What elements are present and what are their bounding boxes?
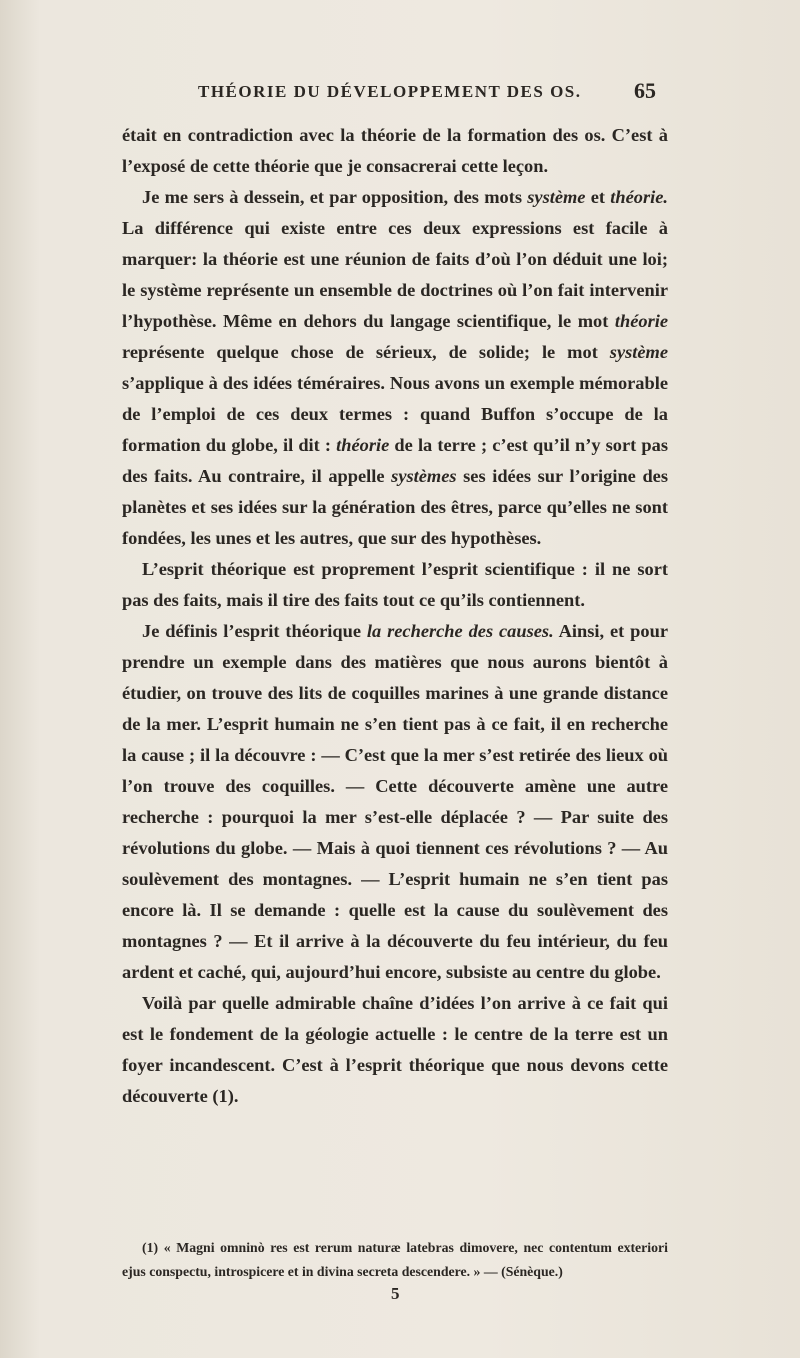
page-number: 65 (634, 78, 656, 103)
text-run: était en contradiction avec la théorie de la formation des os. C’est à l’exposé de cette théorie que je consacrerai cette leçon. (122, 125, 668, 176)
signature-mark: 5 (391, 1284, 400, 1303)
paragraph (122, 616, 668, 988)
text-run: ses idées sur l’origine des planètes et ses idées sur la génération des êtres, parce qu’elles ne sont fondées, les unes et les autres, que sur des hypothèses. (122, 466, 668, 548)
text-run: et (585, 187, 611, 207)
page-header (0, 78, 800, 112)
italic-term: système (527, 187, 586, 207)
body-text (122, 120, 668, 1112)
italic-term: théorie (336, 435, 390, 455)
italic-term: système (609, 342, 668, 362)
text-run: s’applique à des idées téméraires. Nous avons un exemple mémorable de l’emploi de ces deux termes : quand Buffon s’occupe de la formation du globe, il dit : (122, 373, 668, 455)
text-run: L’esprit théorique est proprement l’esprit scientifique : il ne sort pas des faits, mais il tire des faits tout ce qu’ils contiennent. (122, 559, 668, 610)
italic-term: théorie. (610, 187, 668, 207)
text-run: Je me sers à dessein, et par opposition, des mots (142, 187, 528, 207)
paragraph (122, 988, 668, 1112)
footnote: (1) « Magni omninò res est rerum naturæ latebras dimovere, nec contentum exteriori ejus conspectu, introspicere et in divina secreta descendere. » — (Sénèque.) (122, 1240, 668, 1279)
text-run: Je définis l’esprit théorique (142, 621, 367, 641)
paragraph (122, 182, 668, 554)
paragraph (122, 554, 668, 616)
italic-term: théorie (614, 311, 668, 331)
text-run: Voilà par quelle admirable chaîne d’idées l’on arrive à ce fait qui est le fondement de la géologie actuelle : le centre de la terre est un foyer incandescent. C’est à l’esprit théorique que nous devons cette découverte (1). (122, 993, 668, 1106)
italic-term: systèmes (391, 466, 457, 486)
text-run: représente quelque chose de sérieux, de solide; le mot (122, 342, 610, 362)
text-run: La différence qui existe entre ces deux expressions est facile à marquer: la théorie est une réunion de faits d’où l’on déduit une loi; le système représente un ensemble de doctrines où l’on fait intervenir l’hypothèse. Même en dehors du langage scientifique, le mot (122, 218, 668, 331)
text-run: Ainsi, et pour prendre un exemple dans des matières que nous aurons bientôt à étudier, on trouve des lits de coquilles marines à une grande distance de la mer. L’esprit humain ne s’en tient pas à ce fait, il en recherche la cause ; il la découvre : — C’est que la mer s’est retirée des lieux où l’on trouve des coquilles. — Cette découverte amène une autre recherche : pourquoi la mer s’est-elle déplacée ? — Par suite des révolutions du globe. — Mais à quoi tiennent ces révolutions ? — Au soulèvement des montagnes. — L’esprit humain ne s’en tient pas encore là. Il se demande : quelle est la cause du soulèvement des montagnes ? — Et il arrive à la découverte du feu intérieur, du feu ardent et caché, qui, aujourd’hui encore, subsiste au centre du globe. (122, 621, 668, 982)
running-title: THÉORIE DU DÉVELOPPEMENT DES OS. (198, 82, 582, 101)
paragraph (122, 120, 668, 182)
italic-term: la recherche des causes. (366, 621, 554, 641)
text-run: de la terre ; c’est qu’il n’y sort pas des faits. Au contraire, il appelle (122, 435, 668, 486)
